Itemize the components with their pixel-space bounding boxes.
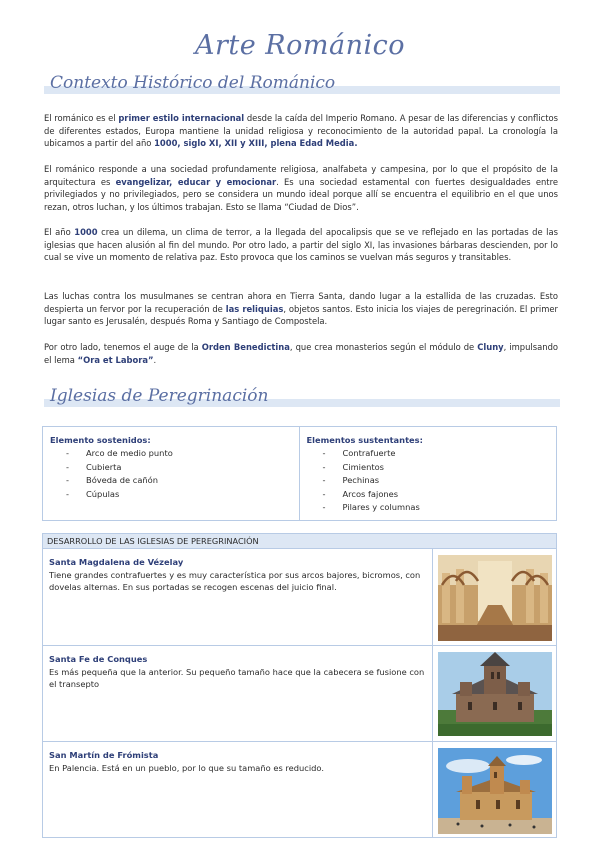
text-run: , que crea monasterios según el módulo de <box>289 342 478 352</box>
text-run: , objetos santos. Esto inicia los viajes de peregrinación. El primer lugar santo es Jerusalén, después Roma y Santiago de Compostela. <box>44 303 558 327</box>
paragraph-4 <box>44 290 558 328</box>
church-name: Santa Fe de Conques <box>49 654 148 664</box>
church-name: San Martín de Frómista <box>49 750 159 760</box>
row-text-cell <box>43 742 433 837</box>
table-row <box>43 741 556 837</box>
section-heading-contexto <box>44 72 560 94</box>
church-description: Es más pequeña que la anterior. Su pequeño tamaño hace que la cabecera se fusione con el transepto <box>49 666 425 690</box>
bold-text: Orden Benedictina <box>201 342 290 352</box>
development-table <box>42 533 557 838</box>
list-item: - Cúpulas <box>66 488 299 501</box>
text-run: Por otro lado, tenemos el auge de la <box>44 342 202 352</box>
list-item: - Bóveda de cañón <box>66 474 299 487</box>
section-title: Contexto Histórico del Románico <box>50 73 336 93</box>
sostenidos-heading: Elemento sostenidos: <box>50 435 151 445</box>
church-name: Santa Magdalena de Vézelay <box>49 557 184 567</box>
table-row <box>43 549 556 645</box>
fromista-photo <box>438 748 552 838</box>
elements-table <box>42 426 557 521</box>
section-heading-iglesias <box>44 385 560 407</box>
paragraph-3 <box>44 226 558 264</box>
vezelay-photo <box>438 555 552 645</box>
bold-text: primer estilo internacional <box>118 113 245 123</box>
table-row <box>43 645 556 741</box>
paragraph-1 <box>44 112 558 150</box>
section-title: Iglesias de Peregrinación <box>50 386 269 406</box>
bold-text: 1000, siglo XI, XII y XIII, plena Edad Media. <box>154 138 358 149</box>
church-description: Tiene grandes contrafuertes y es muy característica por sus arcos bajores, bicromos, con dovelas alternas. En sus portadas se recogen escenas del juicio final. <box>49 569 421 593</box>
list-item: - Contrafuerte <box>323 447 557 460</box>
text-run: crea un dilema, un clima de terror, a la llegada del apocalipsis que se ve reflejado en las portadas de las iglesias que hacen alusión al fin del mundo. Por otro lado, a partir del siglo XI, las invasiones bárbaras descienden, por lo cual se vive un momento de relativa paz. Esto provoca que los caminos se vuelvan más seguros y transitables. <box>44 227 558 263</box>
sostenidos-column <box>43 427 300 520</box>
bold-text: 1000 <box>74 227 98 237</box>
bold-text: Cluny <box>477 342 504 352</box>
text-run: . Es una sociedad estamental con fuertes desigualdades entre privilegiados y no privilegiados, pero se considera un mundo ideal porque allí se encuentra el equilibrio en el que unos rezan, otros luchan, y los últimos trabajan. Esto se llama “Ciudad de Dios”. <box>44 176 559 212</box>
text-run: desde la caída del Imperio Romano. A pesar de las diferencias y conflictos de diferentes estados, Europa mantiene la unidad religiosa y reconocimiento de la autoridad papal. La cronología la ubicamos a partir del año <box>44 113 558 149</box>
list-item: - Arco de medio punto <box>66 447 299 460</box>
page-title: Arte Románico <box>194 30 405 61</box>
sustentantes-heading: Elementos sustentantes: <box>306 435 423 445</box>
text-run: . <box>153 354 157 365</box>
paragraph-5 <box>44 341 558 366</box>
bold-text: “Ora et Labora” <box>77 354 154 365</box>
text-run: El románico es el <box>44 113 119 123</box>
text-run: El año <box>44 227 75 237</box>
text-run: El románico responde a una sociedad profundamente religiosa, analfabeta y campesina, por lo que el propósito de la arquitectura es <box>44 164 558 187</box>
text-run: Las luchas contra los musulmanes se centran ahora en Tierra Santa, dando lugar a la estallida de las cruzadas. Esto despierta un fervor por la recuperación de <box>44 291 558 314</box>
row-text-cell <box>43 549 433 645</box>
bold-text: las reliquias <box>225 303 284 314</box>
list-item: - Arcos fajones <box>323 488 557 501</box>
church-description: En Palencia. Está en un pueblo, por lo que su tamaño es reducido. <box>49 762 324 773</box>
list-item: - Cimientos <box>323 461 557 474</box>
list-item: - Pilares y columnas <box>323 501 557 514</box>
row-text-cell <box>43 646 433 741</box>
list-item: - Pechinas <box>323 474 557 487</box>
list-item: - Cubierta <box>66 461 299 474</box>
text-run: , impulsando el lema <box>44 342 559 365</box>
sustentantes-column <box>300 427 557 520</box>
paragraph-2 <box>44 163 558 213</box>
bold-text: evangelizar, educar y emocionar <box>115 176 277 187</box>
table-header: DESARROLLO DE LAS IGLESIAS DE PEREGRINACIÓN <box>43 534 556 549</box>
conques-photo <box>438 652 552 740</box>
